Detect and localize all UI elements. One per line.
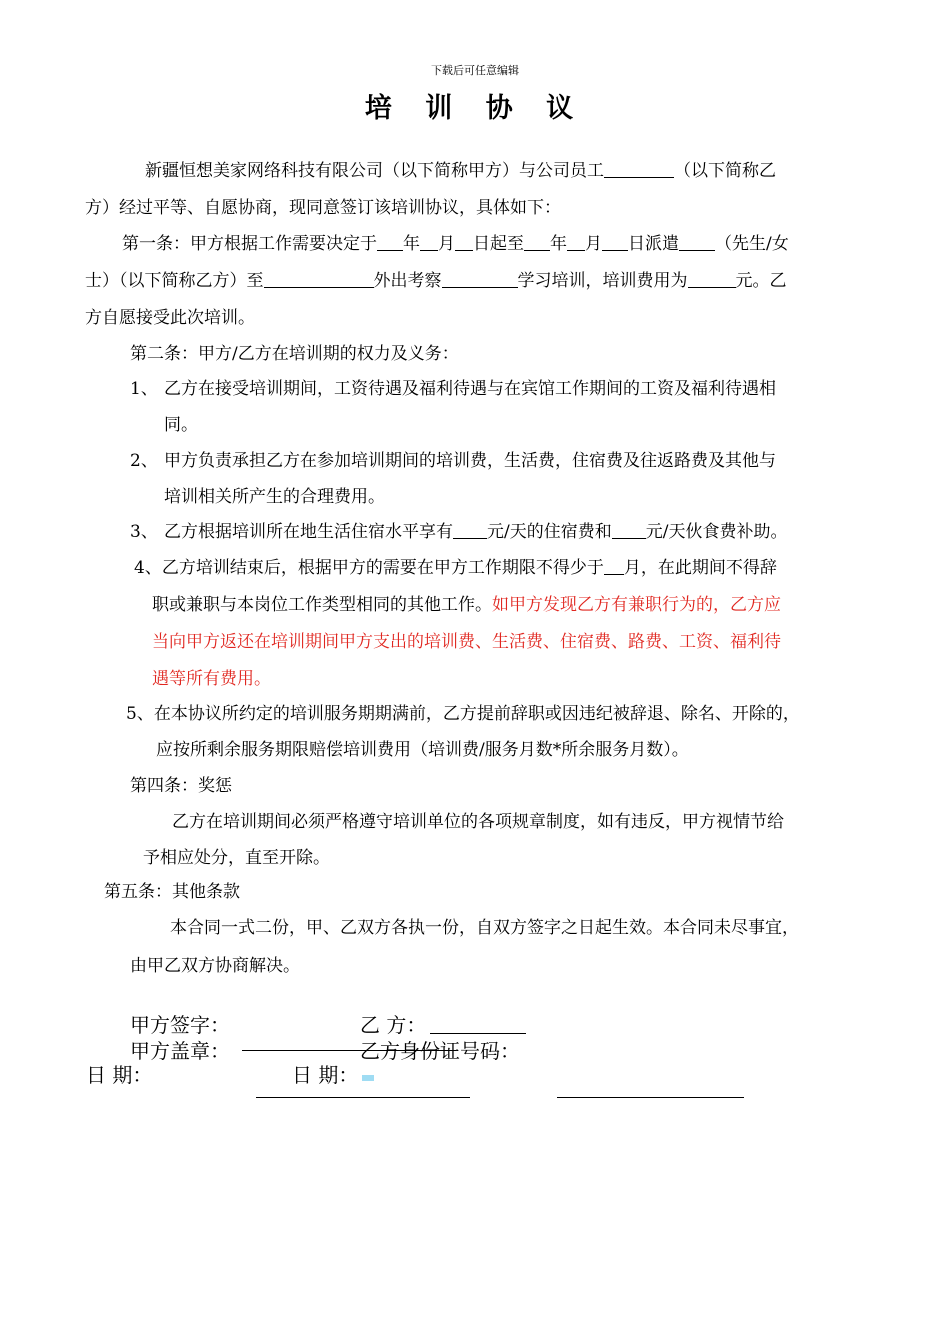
party-a-seal-label: 甲方盖章： xyxy=(130,1039,230,1063)
end-month-blank xyxy=(567,234,585,251)
item-3-text: 乙方根据培训所在地生活住宿水平享有 xyxy=(164,522,453,542)
article-5-line-2: 由甲乙双方协商解决。 xyxy=(130,956,300,976)
item-1-number: 1、 xyxy=(130,379,158,399)
article-4-line-1: 乙方在培训期间必须严格遵守培训单位的各项规章制度，如有违反，甲方视情节给 xyxy=(172,812,784,832)
month-label: 月 xyxy=(585,234,602,254)
item-5-line-2: 应按所剩余服务期限赔偿培训费用（培训费/服务月数*所余服务月数）。 xyxy=(156,740,689,760)
dispatch-name-blank xyxy=(679,234,715,251)
item-2-number: 2、 xyxy=(130,451,158,471)
start-day-blank xyxy=(455,234,473,251)
training-blank xyxy=(442,271,518,288)
item-3-text: 元/天伙食费补助。 xyxy=(645,522,788,542)
dispatch-label: 日派遣 xyxy=(628,234,679,254)
party-a-signature-label: 甲方签字： xyxy=(130,1013,230,1037)
item-4-line-3: 当向甲方返还在培训期间甲方支出的培训费、生活费、住宿费、路费、工资、福利待 xyxy=(152,632,781,652)
start-year-blank xyxy=(377,234,403,251)
item-4-line-1 xyxy=(134,557,777,579)
destination-blank xyxy=(264,271,374,288)
article-1-line-1 xyxy=(122,233,789,255)
highlight-marker xyxy=(362,1075,374,1081)
party-b-signature-line xyxy=(430,1033,526,1034)
item-4-line-4: 遇等所有费用。 xyxy=(152,669,271,689)
months-blank xyxy=(604,558,624,575)
intro-line-1 xyxy=(145,160,776,182)
intro-line-2: 方）经过平等、自愿协商，现同意签订该培训协议，具体如下： xyxy=(85,198,561,218)
employee-name-blank xyxy=(604,161,674,178)
article-4-line-2: 予相应处分，直至开除。 xyxy=(143,848,330,868)
item-4-text: 4、乙方培训结束后，根据甲方的需要在甲方工作期限不得少于 xyxy=(134,558,604,578)
lodging-fee-blank xyxy=(453,522,487,539)
item-4-text: 月，在此期间不得辞 xyxy=(623,558,777,578)
item-5-line-1: 5、在本协议所约定的培训服务期期满前，乙方提前辞职或因违纪被辞退、除名、开除的， xyxy=(126,704,800,724)
intro-text-b: （以下简称乙 xyxy=(674,161,776,181)
item-4-red-text: 如甲方发现乙方有兼职行为的，乙方应 xyxy=(492,595,781,615)
article-1-text: 第一条：甲方根据工作需要决定于 xyxy=(122,234,377,254)
date-b-line xyxy=(557,1097,744,1098)
yuan-label: 元。乙 xyxy=(735,271,787,291)
header-note: 下载后可任意编辑 xyxy=(431,64,519,77)
intro-text-a: 新疆恒想美家网络科技有限公司（以下简称甲方）与公司员工 xyxy=(145,161,604,181)
item-4-text: 职或兼职与本岗位工作类型相同的其他工作。 xyxy=(152,595,492,615)
article-2-heading: 第二条：甲方/乙方在培训期的权力及义务： xyxy=(130,344,459,364)
article-4-heading: 第四条：奖惩 xyxy=(130,776,232,796)
day-from-label: 日起至 xyxy=(473,234,524,254)
item-3-text: 元/天的住宿费和 xyxy=(487,522,612,542)
title-label: （先生/女 xyxy=(715,234,789,254)
document-title: 培 训 协 议 xyxy=(364,93,586,124)
article-1-line-3: 方自愿接受此次培训。 xyxy=(85,308,255,328)
end-year-blank xyxy=(524,234,550,251)
date-a-label: 日 期： xyxy=(86,1063,153,1087)
item-3-line xyxy=(164,521,787,543)
inspection-label: 外出考察 xyxy=(373,271,442,291)
end-day-blank xyxy=(602,234,628,251)
item-4-line-2 xyxy=(152,594,781,616)
party-b-id-label: 乙方身份证号码： xyxy=(360,1039,520,1063)
item-2-line-2: 培训相关所产生的合理费用。 xyxy=(164,487,385,507)
item-1-line-2: 同。 xyxy=(164,415,198,435)
item-3-number: 3、 xyxy=(130,522,158,542)
year-label: 年 xyxy=(403,234,420,254)
start-month-blank xyxy=(420,234,438,251)
article-5-heading: 第五条：其他条款 xyxy=(104,882,240,902)
meal-fee-blank xyxy=(612,522,646,539)
year-label: 年 xyxy=(550,234,567,254)
fee-amount-blank xyxy=(688,271,736,288)
item-2-line-1: 甲方负责承担乙方在参加培训期间的培训费，生活费，住宿费及往返路费及其他与 xyxy=(164,451,776,471)
party-a-seal-line xyxy=(242,1050,456,1051)
fee-label: 学习培训，培训费用为 xyxy=(517,271,688,291)
article-5-line-1: 本合同一式二份，甲、乙双方各执一份，自双方签字之日起生效。本合同未尽事宜， xyxy=(170,918,799,938)
article-1-text: 士）（以下简称乙方）至 xyxy=(85,271,264,291)
party-b-label: 乙 方： xyxy=(360,1013,427,1037)
month-label: 月 xyxy=(438,234,455,254)
date-a-line xyxy=(256,1097,470,1098)
date-b-label: 日 期： xyxy=(292,1063,359,1087)
article-1-line-2 xyxy=(85,270,787,292)
item-1-line-1: 乙方在接受培训期间，工资待遇及福利待遇与在宾馆工作期间的工资及福利待遇相 xyxy=(164,379,776,399)
